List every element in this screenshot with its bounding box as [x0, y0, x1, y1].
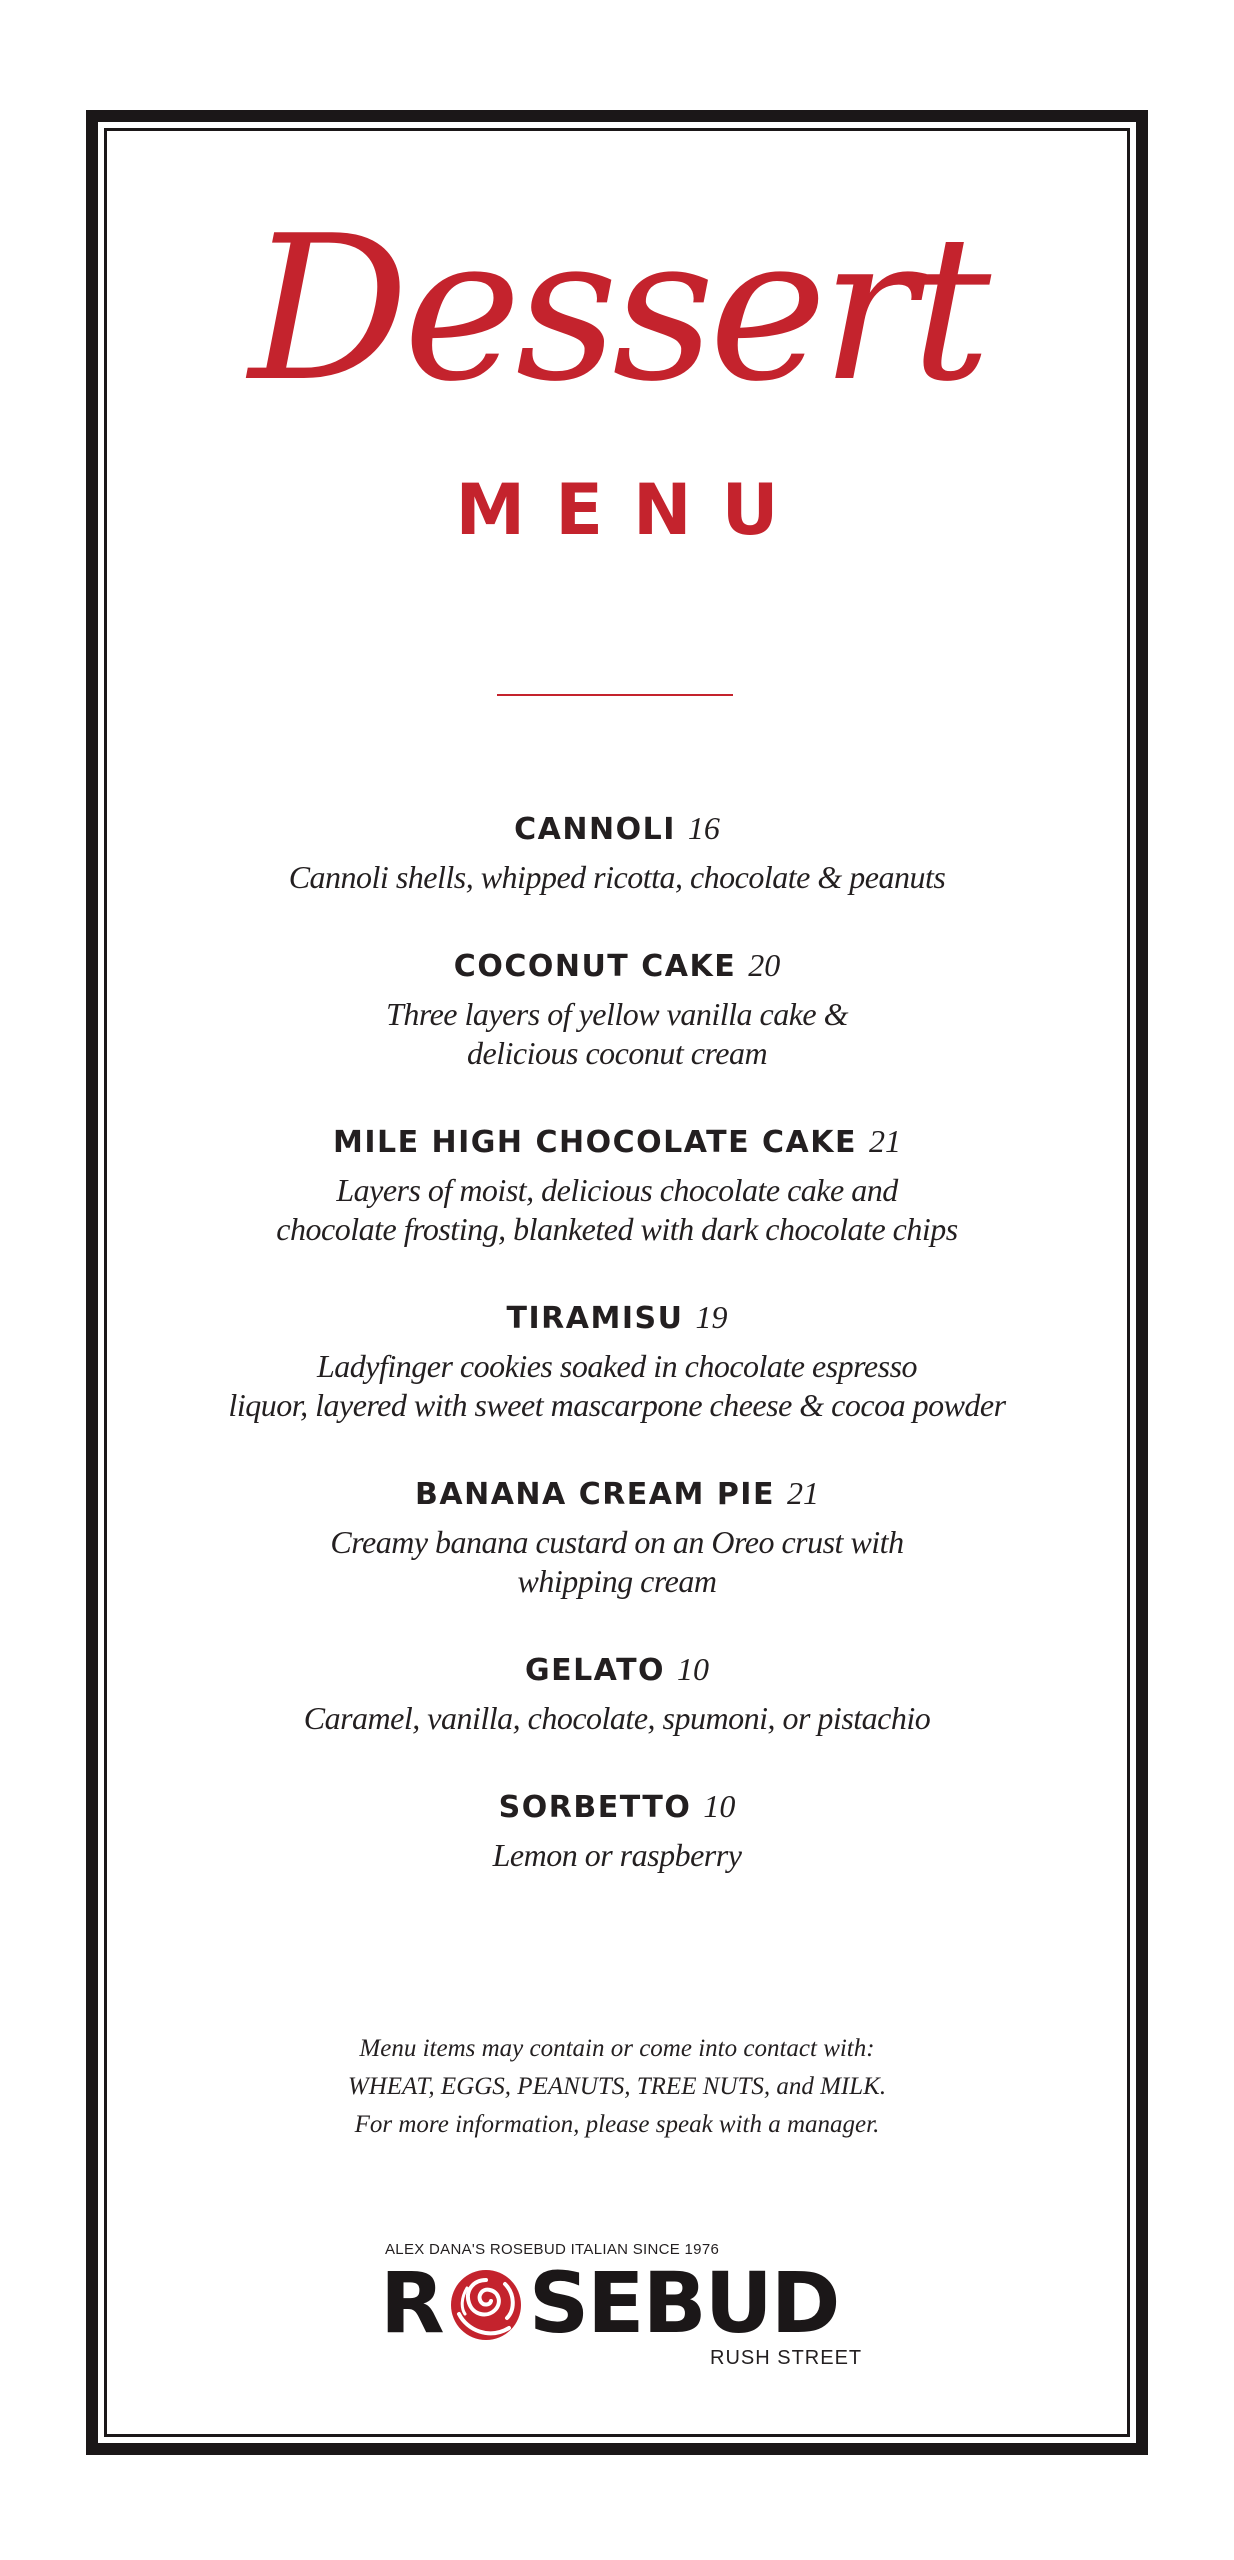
rose-icon: [445, 2258, 527, 2348]
menu-item-price: 21: [869, 1123, 902, 1159]
menu-item-price: 10: [677, 1651, 710, 1687]
menu-title-subtitle: MENU: [455, 469, 809, 551]
menu-item: [110, 1294, 1124, 1425]
menu-item-description: whipping cream: [517, 1563, 717, 1599]
menu-item-description: Lemon or raspberry: [492, 1837, 742, 1873]
menu-item-header: [110, 1294, 1124, 1347]
menu-item-name: CANNOLI: [514, 812, 676, 847]
menu-item-price: 16: [687, 810, 720, 846]
allergen-notice-line: WHEAT, EGGS, PEANUTS, TREE NUTS, and MILK.: [347, 2073, 887, 2100]
menu-item-description: Caramel, vanilla, chocolate, spumoni, or pistachio: [303, 1700, 931, 1736]
rosebud-logo: [380, 2254, 839, 2352]
allergen-notice: [110, 2030, 1124, 2144]
menu-item-name: SORBETTO: [498, 1790, 692, 1825]
allergen-notice-line: For more information, please speak with a manager.: [354, 2111, 880, 2138]
menu-item-price: 21: [786, 1475, 819, 1511]
menu-item-description: liquor, layered with sweet mascarpone cheese & cocoa powder: [228, 1387, 1006, 1423]
menu-item-description: Creamy banana custard on an Oreo crust with: [330, 1524, 904, 1560]
menu-item: [110, 1470, 1124, 1601]
logo-wordmark-prefix: R: [380, 2254, 443, 2352]
menu-item-header: [110, 805, 1124, 858]
menu-item: [110, 805, 1124, 897]
menu-item-description: Three layers of yellow vanilla cake &: [386, 996, 848, 1032]
menu-item-description: Layers of moist, delicious chocolate cake and: [336, 1172, 898, 1208]
menu-item: [110, 942, 1124, 1073]
menu-item-name: COCONUT CAKE: [453, 949, 737, 984]
allergen-notice-line: Menu items may contain or come into contact with:: [359, 2035, 875, 2062]
menu-item-description: delicious coconut cream: [466, 1035, 768, 1071]
menu-item-name: MILE HIGH CHOCOLATE CAKE: [332, 1125, 858, 1160]
menu-item-price: 19: [695, 1299, 728, 1335]
menu-item-description: Ladyfinger cookies soaked in chocolate espresso: [316, 1348, 918, 1384]
logo-tagline: ALEX DANA'S ROSEBUD ITALIAN SINCE 1976: [385, 2241, 720, 2258]
menu-item-header: [110, 1118, 1124, 1171]
menu-item: [110, 1783, 1124, 1875]
logo-location: RUSH STREET: [710, 2347, 863, 2369]
menu-item-name: TIRAMISU: [506, 1301, 684, 1336]
menu-item: [110, 1646, 1124, 1738]
menu-item-header: [110, 1646, 1124, 1699]
menu-item-price: 10: [703, 1788, 736, 1824]
menu-item-price: 20: [748, 947, 781, 983]
menu-item-description: Cannoli shells, whipped ricotta, chocolate & peanuts: [288, 859, 946, 895]
title-divider: [497, 694, 733, 696]
menu-item-name: GELATO: [524, 1653, 666, 1688]
menu-item: [110, 1118, 1124, 1249]
menu-item-header: [110, 1783, 1124, 1836]
logo-wordmark-suffix: SEBUD: [528, 2254, 839, 2352]
menu-item-header: [110, 942, 1124, 995]
menu-title-script: Dessert: [248, 193, 986, 426]
menu-item-description: chocolate frosting, blanketed with dark chocolate chips: [276, 1211, 958, 1247]
dessert-list: [110, 805, 1124, 1920]
menu-item-header: [110, 1470, 1124, 1523]
menu-item-name: BANANA CREAM PIE: [415, 1477, 775, 1512]
